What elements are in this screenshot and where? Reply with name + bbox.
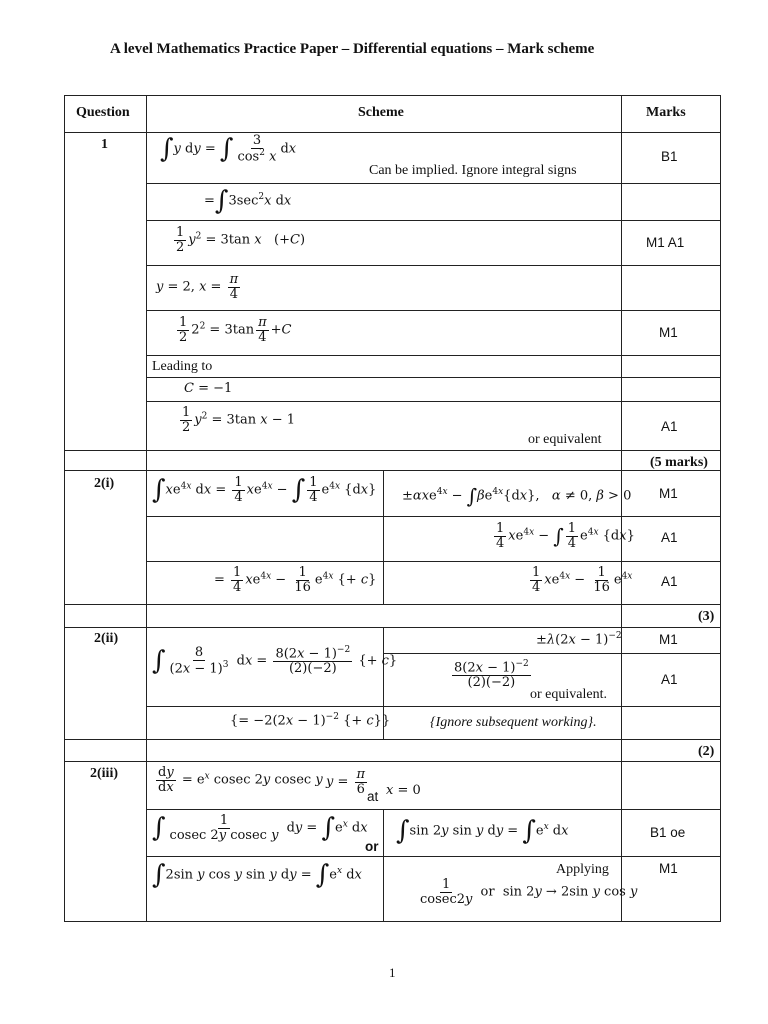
q2ii-ignore-note: {Ignore subsequent working}. (430, 715, 597, 730)
question-number-1: 1 (101, 137, 108, 152)
q2iii-or: or (365, 839, 379, 854)
q2i-mark-a1-second: A1 (661, 574, 678, 589)
q2ii-general-form: $\pm\lambda(2x - 1)^{-2}$ (536, 631, 622, 648)
q2i-integration-by-parts: $\int xe^{4x}$ dx = $\frac{1}{4}$ $xe^{4x}$ − ∫ $\frac{1}{4}$ $e^{4x}$ {dx} (152, 475, 377, 506)
q2iii-mark-b1: B1 oe (650, 825, 686, 840)
q2ii-or-equivalent: or equivalent. (530, 687, 607, 702)
q2ii-mark-a1: A1 (661, 672, 678, 687)
q2i-correct-parts: $\frac{1}{4}$ $xe^{4x}$ − ∫ $\frac{1}{4}$ $e^{4x}$ {dx} (496, 521, 635, 551)
q1-mark-m1: M1 (659, 325, 678, 340)
q2ii-mark-m1: M1 (659, 632, 678, 647)
q1-substitution: $\frac{1}{2}$ $2^2 = 3\tan$ $\frac{\pi}{4}$ +C (179, 315, 292, 345)
header-marks: Marks (646, 105, 686, 120)
q2iii-differential-equation: $\frac{dy}{dx}$ = $e^x$ cosec 2y cosec y (158, 765, 323, 795)
q2i-general-form: $\pm\alpha xe^{4x} - \int\beta e^{4x}\{dx\}$, α ≠ 0, β > 0 (402, 484, 632, 508)
q2iii-mark-m1: M1 (659, 861, 678, 876)
q1-total-marks: (5 marks) (650, 455, 708, 470)
q1-constant-value: C = −1 (184, 381, 233, 396)
q2ii-total-marks: (2) (698, 744, 715, 759)
q2iii-double-angle: ∫2sin y cos y sin y dy = $\int e^x$ dx (152, 860, 362, 890)
q1-mark-a1: A1 (661, 419, 678, 434)
q2ii-integral: ∫ $\frac{8}{(2x - 1)^3}$ dx = $\frac{8(2x - 1)^{-2}}{(2)(-2)}$ {+ c} (152, 645, 398, 676)
q2ii-simplified: {= $-2(2x - 1)^{-2}$ {+ c}} (230, 712, 391, 729)
q2iii-initial-y: y = $\frac{\pi}{6}$ (326, 767, 366, 797)
q1-boundary-condition: y = 2, x = $\frac{\pi}{4}$ (156, 272, 239, 302)
q1-mark-m1a1: M1 A1 (646, 235, 685, 250)
page-title: A level Mathematics Practice Paper – Differential equations – Mark scheme (110, 41, 595, 57)
q1-separated-integral: ∫y dy = ∫ $\frac{3}{\cos^2 x}$ dx (160, 133, 297, 164)
q1-integrated-result: $\frac{1}{2}$ $y^2 = 3\tan$ x (+C) (176, 225, 306, 255)
question-number-2ii: 2(ii) (94, 631, 119, 646)
q2iii-applying: Applying (556, 862, 609, 877)
q2iii-initial-x: x = 0 (386, 783, 421, 798)
q1-or-equivalent: or equivalent (528, 432, 602, 447)
q2iii-identity: $\frac{1}{cosec2y}$ or sin 2y → 2sin y cos y (420, 877, 638, 907)
q2i-mark-m1: M1 (659, 486, 678, 501)
header-scheme: Scheme (358, 105, 404, 120)
page-number: 1 (389, 965, 396, 980)
q2i-result: = $\frac{1}{4}$ $xe^{4x}$ − $\frac{1}{16}$ $e^{4x}$ {+ c} (214, 565, 377, 595)
question-number-2i: 2(i) (94, 476, 115, 491)
q2ii-correct-form: $\frac{8(2x - 1)^{-2}}{(2)(-2)}$ (454, 659, 529, 690)
q2i-total-marks: (3) (698, 609, 715, 624)
header-question: Question (76, 105, 130, 120)
q1-final-answer: $\frac{1}{2}$ $y^2 = 3\tan$ x − 1 (182, 405, 296, 435)
q1-note-implied: Can be implied. Ignore integral signs (369, 163, 577, 178)
q2iii-separated-sin: ∫sin 2y sin y dy = $\int e^x$ dx (396, 816, 569, 846)
question-number-2iii: 2(iii) (90, 766, 118, 781)
q1-mark-b1: B1 (661, 149, 678, 164)
q1-sec-integral: $=\int 3\sec^2x$ dx (204, 186, 292, 216)
q2iii-at: at (367, 789, 379, 804)
q1-leading-to: Leading to (152, 359, 213, 374)
q2iii-separated-cosec: ∫ $\frac{1}{\text{cosec 2y cosec y}}$ dy = $\int e^x$ dx (152, 813, 368, 844)
q2i-result-mark-form: $\frac{1}{4}$ $xe^{4x}$ − $\frac{1}{16}$ $e^{4x}$ (532, 565, 633, 595)
q2i-mark-a1-first: A1 (661, 530, 678, 545)
